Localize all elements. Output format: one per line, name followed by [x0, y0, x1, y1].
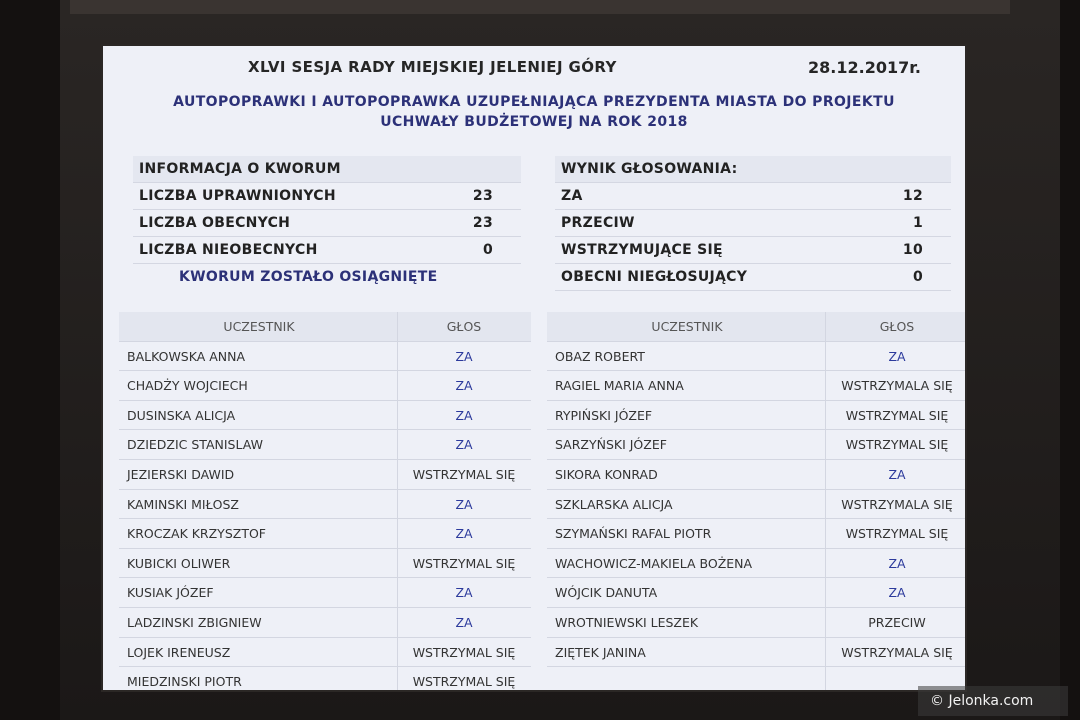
participant-name: BALKOWSKA ANNA — [127, 348, 246, 364]
participant-vote: ZA — [888, 585, 906, 601]
participant-name: WROTNIEWSKI LESZEK — [555, 614, 699, 630]
column-divider — [825, 312, 826, 341]
result-value: 12 — [902, 188, 923, 204]
column-divider — [825, 342, 826, 371]
participant-vote: WSTRZYMAL SIĘ — [845, 437, 949, 453]
watermark: © Jelonka.com — [918, 686, 1068, 716]
table-row — [119, 519, 531, 549]
table-row — [119, 608, 531, 638]
participant-vote: ZA — [455, 585, 473, 601]
table-row — [119, 371, 531, 401]
column-divider — [397, 312, 398, 341]
participant-vote: WSTRZYMAL SIĘ — [412, 674, 516, 690]
participant-vote: WSTRZYMALA SIĘ — [841, 496, 953, 512]
participant-name: SZKLARSKA ALICJA — [555, 496, 673, 512]
quorum-heading-row — [133, 156, 521, 183]
column-divider — [397, 371, 398, 400]
participant-name: SARZYŃSKI JÓZEF — [555, 437, 667, 453]
quorum-value: 0 — [482, 242, 493, 258]
table-row — [547, 608, 965, 638]
quorum-row — [133, 210, 521, 237]
result-row — [555, 183, 951, 210]
table-row — [547, 490, 965, 520]
table-header — [119, 312, 531, 342]
table-row — [547, 667, 965, 690]
participant-name: KUSIAK JÓZEF — [127, 585, 214, 601]
column-divider — [825, 578, 826, 607]
column-divider — [825, 549, 826, 578]
column-divider — [397, 342, 398, 371]
result-label: WSTRZYMUJĄCE SIĘ — [561, 242, 723, 258]
column-header-vote: GŁOS — [879, 319, 915, 334]
quorum-panel — [133, 156, 521, 290]
participant-name: RAGIEL MARIA ANNA — [555, 378, 684, 394]
column-divider — [397, 519, 398, 548]
table-row — [547, 638, 965, 668]
table-row — [119, 430, 531, 460]
participant-vote: ZA — [888, 348, 906, 364]
table-row — [119, 460, 531, 490]
participant-name: ZIĘTEK JANINA — [555, 644, 646, 660]
participant-vote: ZA — [455, 526, 473, 542]
participant-name: WACHOWICZ-MAKIELA BOŻENA — [555, 555, 753, 571]
column-divider — [825, 638, 826, 667]
session-date: 28.12.2017r. — [808, 58, 921, 77]
quorum-label: LICZBA UPRAWNIONYCH — [139, 188, 336, 204]
session-title: XLVI SESJA RADY MIEJSKIEJ JELENIEJ GÓRY — [248, 58, 617, 76]
table-row — [119, 578, 531, 608]
quorum-value: 23 — [472, 215, 493, 231]
table-row — [547, 401, 965, 431]
column-divider — [825, 519, 826, 548]
participant-name: MIEDZINSKI PIOTR — [127, 674, 242, 690]
column-divider — [825, 460, 826, 489]
participant-name: SIKORA KONRAD — [555, 466, 658, 482]
screen-top-frame — [70, 0, 1010, 14]
participant-vote: PRZECIW — [868, 614, 926, 630]
column-divider — [825, 401, 826, 430]
result-label: ZA — [561, 188, 583, 204]
votes-right-rows — [547, 342, 965, 690]
participant-vote: ZA — [888, 555, 906, 571]
result-panel — [555, 156, 951, 291]
participant-vote: ZA — [455, 407, 473, 423]
participant-vote: ZA — [455, 437, 473, 453]
participant-name: LADZINSKI ZBIGNIEW — [127, 614, 262, 630]
participant-vote: ZA — [455, 378, 473, 394]
column-divider — [397, 490, 398, 519]
table-row — [547, 578, 965, 608]
participant-vote: WSTRZYMAL SIĘ — [412, 644, 516, 660]
participant-vote: WSTRZYMAL SIĘ — [845, 407, 949, 423]
participant-vote: ZA — [455, 614, 473, 630]
votes-table-right — [547, 312, 965, 690]
vote-subject-line-1: AUTOPOPRAWKI I AUTOPOPRAWKA UZUPEŁNIAJĄCA PREZYDENTA MIASTA DO PROJEKTU — [173, 94, 895, 110]
column-divider — [825, 608, 826, 637]
participant-vote: WSTRZYMALA SIĘ — [841, 378, 953, 394]
participant-vote: WSTRZYMALA SIĘ — [841, 644, 953, 660]
quorum-value: 23 — [472, 188, 493, 204]
table-row — [547, 430, 965, 460]
table-row — [119, 490, 531, 520]
participant-vote: ZA — [455, 496, 473, 512]
participant-vote: ZA — [888, 466, 906, 482]
column-divider — [397, 578, 398, 607]
quorum-status-row — [133, 264, 521, 290]
participant-name: WÓJCIK DANUTA — [555, 585, 658, 601]
quorum-status: KWORUM ZOSTAŁO OSIĄGNIĘTE — [179, 269, 438, 285]
quorum-row — [133, 237, 521, 264]
participant-name: OBAZ ROBERT — [555, 348, 645, 364]
column-divider — [397, 638, 398, 667]
result-value: 10 — [902, 242, 923, 258]
table-row — [119, 342, 531, 372]
column-divider — [397, 667, 398, 690]
table-row — [119, 401, 531, 431]
voting-display — [103, 46, 965, 690]
result-label: OBECNI NIEGŁOSUJĄCY — [561, 269, 748, 285]
column-divider — [397, 549, 398, 578]
result-row — [555, 210, 951, 237]
table-row — [119, 667, 531, 690]
participant-name: CHADŻY WOJCIECH — [127, 378, 248, 394]
votes-left-rows — [119, 342, 531, 690]
participant-name: KUBICKI OLIWER — [127, 555, 231, 571]
table-row — [547, 460, 965, 490]
quorum-row — [133, 183, 521, 210]
participant-name: DUSINSKA ALICJA — [127, 407, 236, 423]
result-heading-row — [555, 156, 951, 183]
column-divider — [825, 371, 826, 400]
table-header — [547, 312, 965, 342]
participant-name: LOJEK IRENEUSZ — [127, 644, 231, 660]
result-row — [555, 237, 951, 264]
participant-vote: WSTRZYMAL SIĘ — [845, 526, 949, 542]
column-divider — [397, 460, 398, 489]
vote-subject-line-2: UCHWAŁY BUDŻETOWEJ NA ROK 2018 — [380, 114, 688, 130]
participant-name: KROCZAK KRZYSZTOF — [127, 526, 266, 542]
participant-name: DZIEDZIC STANISLAW — [127, 437, 263, 453]
table-row — [547, 371, 965, 401]
header — [103, 58, 965, 80]
result-label: PRZECIW — [561, 215, 635, 231]
column-divider — [397, 430, 398, 459]
quorum-label: LICZBA NIEOBECNYCH — [139, 242, 318, 258]
participant-name: RYPIŃSKI JÓZEF — [555, 407, 653, 423]
column-divider — [825, 430, 826, 459]
table-row — [119, 638, 531, 668]
participant-vote: ZA — [455, 348, 473, 364]
vote-subject — [103, 92, 965, 132]
table-row — [547, 342, 965, 372]
table-row — [119, 549, 531, 579]
participant-name: KAMINSKI MIŁOSZ — [127, 496, 239, 512]
result-row — [555, 264, 951, 291]
quorum-heading: INFORMACJA O KWORUM — [139, 161, 341, 177]
result-value: 0 — [912, 269, 923, 285]
participant-name: JEZIERSKI DAWID — [127, 466, 235, 482]
column-divider — [825, 490, 826, 519]
column-header-participant: UCZESTNIK — [651, 319, 723, 334]
result-value: 1 — [912, 215, 923, 231]
quorum-label: LICZBA OBECNYCH — [139, 215, 291, 231]
table-row — [547, 519, 965, 549]
column-divider — [397, 401, 398, 430]
participant-name: SZYMAŃSKI RAFAL PIOTR — [555, 526, 712, 542]
table-row — [547, 549, 965, 579]
column-header-vote: GŁOS — [446, 319, 482, 334]
column-header-participant: UCZESTNIK — [223, 319, 295, 334]
participant-vote: WSTRZYMAL SIĘ — [412, 466, 516, 482]
result-heading: WYNIK GŁOSOWANIA: — [561, 161, 738, 177]
column-divider — [825, 667, 826, 690]
column-divider — [397, 608, 398, 637]
votes-table-left — [119, 312, 531, 690]
participant-vote: WSTRZYMAL SIĘ — [412, 555, 516, 571]
